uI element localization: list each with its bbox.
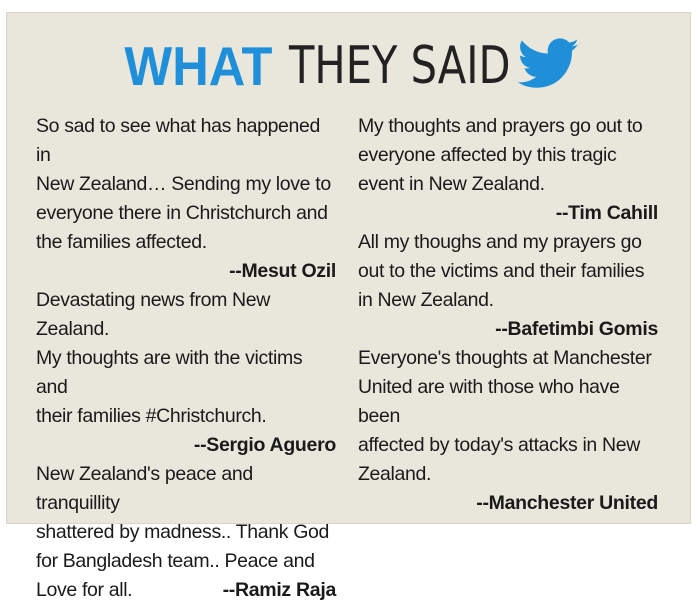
quote-author: --Bafetimbi Gomis	[495, 318, 658, 340]
quote-author: --Ramiz Raja	[222, 579, 336, 601]
quote-author: --Mesut Ozil	[229, 260, 336, 282]
quote-block	[358, 228, 658, 344]
right-column	[358, 112, 658, 518]
quote-block	[36, 460, 336, 605]
quote-block	[358, 112, 658, 228]
quote-block	[358, 344, 658, 518]
twitter-bird-icon	[518, 38, 580, 95]
title-bold: WHAT	[124, 35, 273, 97]
quote-author: --Sergio Aguero	[193, 434, 336, 456]
quote-text: So sad to see what has happened in New Zealand… Sending my love to everyone there in Christchurch and the families affected.	[36, 115, 331, 253]
quote-block	[36, 286, 336, 460]
quote-block	[36, 112, 336, 286]
quote-author: --Manchester United	[476, 492, 658, 514]
left-column	[36, 112, 336, 605]
quote-author: --Tim Cahill	[555, 202, 658, 224]
quote-text: My thoughts and prayers go out to everyone affected by this tragic event in New Zealand.	[358, 115, 643, 195]
quote-text: Everyone's thoughts at Manchester United are with those who have been affected by today's attacks in New Zealand.	[358, 347, 652, 485]
page-title	[0, 34, 698, 98]
quote-text: Devastating news from New Zealand. My thoughts are with the victims and their families #Christchurch.	[36, 289, 303, 427]
quote-text: All my thoughs and my prayers go out to the victims and their families in New Zealand.	[358, 231, 645, 311]
title-rest: THEY SAID	[288, 36, 511, 96]
quote-text: New Zealand's peace and tranquillity shattered by madness.. Thank God for Bangladesh team.. Peace and Love for all.	[36, 463, 330, 601]
